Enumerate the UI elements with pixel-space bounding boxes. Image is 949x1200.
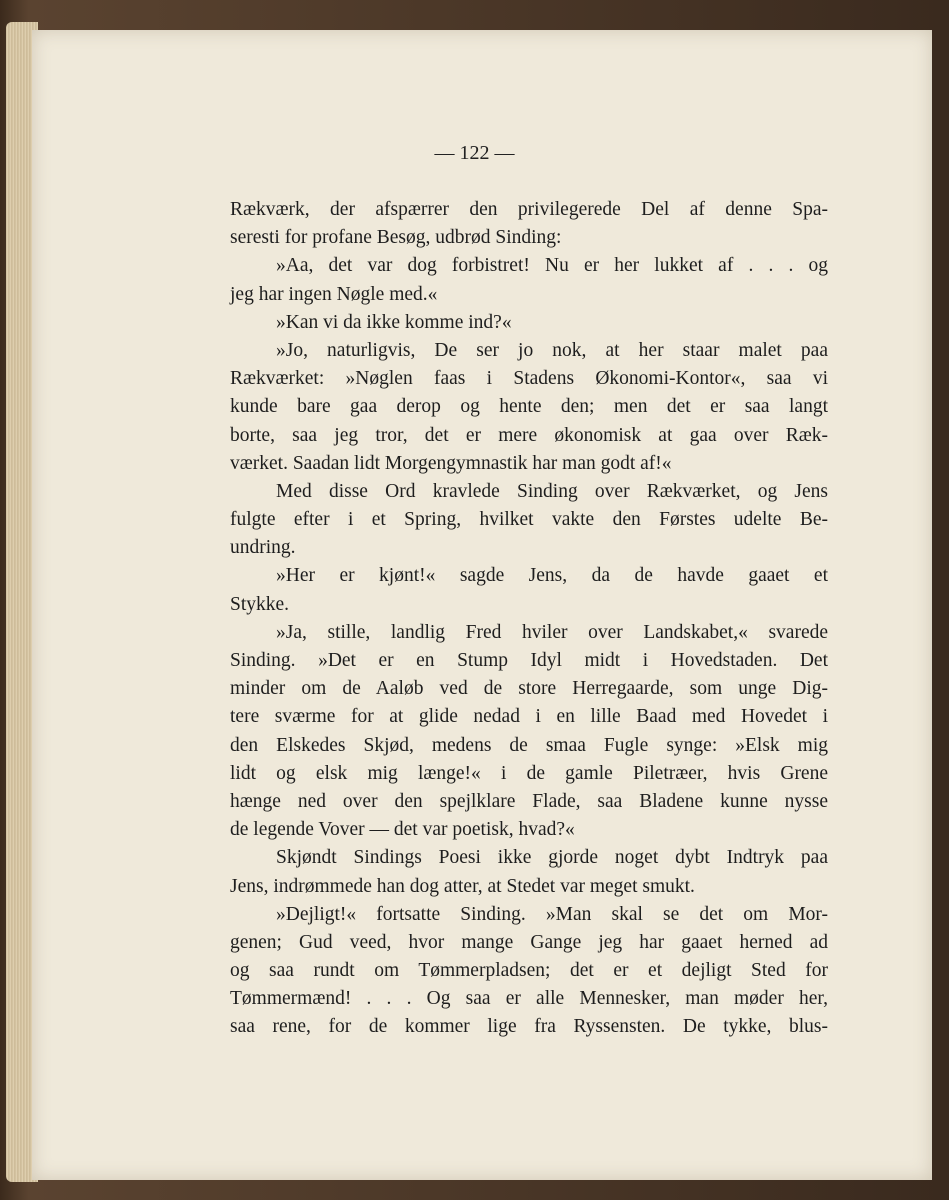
text-line: den Elskedes Skjød, medens de smaa Fugle synge: »Elsk mig [230, 734, 828, 756]
text-line: Rækværk, der afspærrer den privilegerede Del af denne Spa- [230, 199, 828, 220]
text-line: minder om de Aaløb ved de store Herregaarde, som unge Dig- [230, 678, 828, 700]
text-line: Jens, indrømmede han dog atter, at Stedet var meget smukt. [230, 875, 695, 897]
text-line: »Kan vi da ikke komme ind?« [276, 311, 512, 333]
text-line: fulgte efter i et Spring, hvilket vakte den Førstes udelte Be- [230, 509, 828, 531]
text-line: Skjøndt Sindings Poesi ikke gjorde noget dybt Indtryk paa [276, 847, 828, 869]
page-text [230, 196, 828, 1042]
text-line: de legende Vover — det var poetisk, hvad?« [230, 819, 575, 841]
text-line: og saa rundt om Tømmerpladsen; det er et dejligt Sted for [230, 960, 828, 982]
text-line: saa rene, for de kommer lige fra Ryssensten. De tykke, blus- [230, 1016, 828, 1038]
text-line: »Her er kjønt!« sagde Jens, da de havde gaaet et [276, 565, 828, 587]
text-line: Med disse Ord kravlede Sinding over Rækværket, og Jens [276, 480, 828, 502]
text-line: Stykke. [230, 593, 290, 615]
page-number: — 122 — [434, 142, 515, 164]
text-line: »Aa, det var dog forbistret! Nu er her lukket af . . . og [276, 255, 828, 277]
text-line: jeg har ingen Nøgle med.« [230, 283, 438, 305]
text-line: værket. Saadan lidt Morgengymnastik har man godt af!« [230, 452, 672, 474]
text-line: genen; Gud veed, hvor mange Gange jeg har gaaet herned ad [230, 931, 828, 953]
text-line: kunde bare gaa derop og hente den; men det er saa langt [230, 396, 828, 418]
text-line: hænge ned over den spejlklare Flade, saa Bladene kunne nysse [230, 790, 828, 812]
text-line: undring. [230, 537, 296, 559]
text-line: tere sværme for at glide nedad i en lille Baad med Hovedet i [230, 706, 828, 728]
text-line: »Jo, naturligvis, De ser jo nok, at her staar malet paa [276, 339, 828, 361]
text-line: Rækværket: »Nøglen faas i Stadens Økonomi-Kontor«, saa vi [230, 368, 828, 390]
text-line: lidt og elsk mig længe!« i de gamle Piletræer, hvis Grene [230, 762, 828, 784]
text-line: »Dejligt!« fortsatte Sinding. »Man skal se det om Mor- [276, 903, 828, 925]
text-line: »Ja, stille, landlig Fred hviler over Landskabet,« svarede [276, 621, 828, 643]
text-line: seresti for profane Besøg, udbrød Sinding: [230, 227, 562, 249]
text-line: borte, saa jeg tror, det er mere økonomisk at gaa over Ræk- [230, 424, 828, 446]
text-line: Tømmermænd! . . . Og saa er alle Mennesker, man møder her, [230, 988, 828, 1010]
text-line: Sinding. »Det er en Stump Idyl midt i Hovedstaden. Det [230, 650, 828, 671]
